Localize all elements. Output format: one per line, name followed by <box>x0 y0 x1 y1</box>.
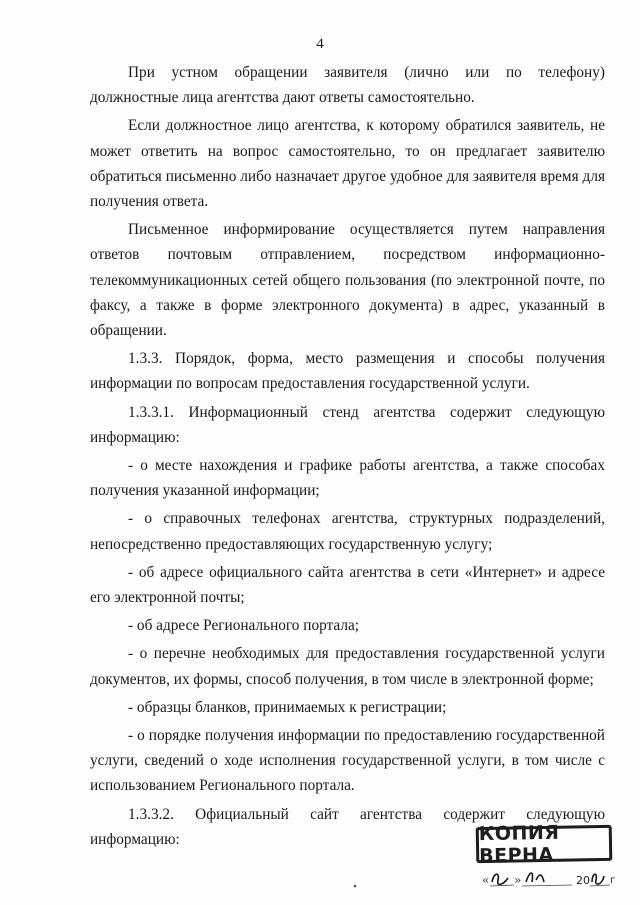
list-item: - о месте нахождения и графике работы агентства, а также способах получения указанной информации; <box>90 457 605 500</box>
paragraph: Если должностное лицо агентства, к которому обратился заявитель, не может ответить на вопрос самостоятельно, то он предлагает заявителю обратиться письменно либо назначает другое удобное для заявителя время для получения ответа. <box>90 117 605 211</box>
paragraph: 1.3.3. Порядок, форма, место размещения и способы получения информации по вопросам предоставления государственной услуги. <box>90 350 605 393</box>
svg-text:«: « <box>482 873 490 887</box>
stamp-year-suffix: г <box>610 875 616 886</box>
svg-text:»: » <box>514 873 522 887</box>
page-number: 4 <box>316 36 324 52</box>
list-item: - об адресе официального сайта агентства в сети «Интернет» и адресе его электронной почты; <box>90 563 605 607</box>
handwritten-date-icon <box>480 866 616 892</box>
certified-copy-stamp <box>476 821 616 896</box>
list-item: - о перечне необходимых для предоставления государственной услуги документов, их формы, способ получения, в том числе в электронной форме; <box>90 645 605 688</box>
list-item: - образцы бланков, принимаемых к регистрации; <box>128 698 447 716</box>
paragraph: 1.3.3.1. Информационный стенд агентства содержит следующую информацию: <box>90 403 605 446</box>
list-item: - об адресе Регионального портала; <box>128 617 360 635</box>
stamp-date <box>480 866 616 892</box>
document-body <box>90 60 605 855</box>
paragraph: Письменное информирование осуществляется путем направления ответов почтовым отправлением, посредством информационно-телекоммуникационных сетей общего пользования (по электронной почте, по факсу, а также в форме электронного документа) в адрес, указанный в обращении. <box>90 221 605 340</box>
paragraph: 1.3.3.2. Официальный сайт агентства содержит следующую информацию: <box>90 805 605 848</box>
list-item: - о порядке получения информации по предоставлению государственной услуги, сведений о ходе исполнения государственной услуги, в том числе с использованием Регионального портала. <box>90 727 605 795</box>
scan-speck-icon <box>352 883 358 889</box>
list-item: - о справочных телефонах агентства, структурных подразделений, непосредственно предоставляющих государственную услугу; <box>90 510 605 553</box>
stamp-year-prefix: 20 <box>576 874 590 887</box>
stamp-text: КОПИЯ ВЕРНА <box>476 825 613 863</box>
paragraph: При устном обращении заявителя (лично или по телефону) должностные лица агентства дают ответы самостоятельно. <box>90 64 605 107</box>
